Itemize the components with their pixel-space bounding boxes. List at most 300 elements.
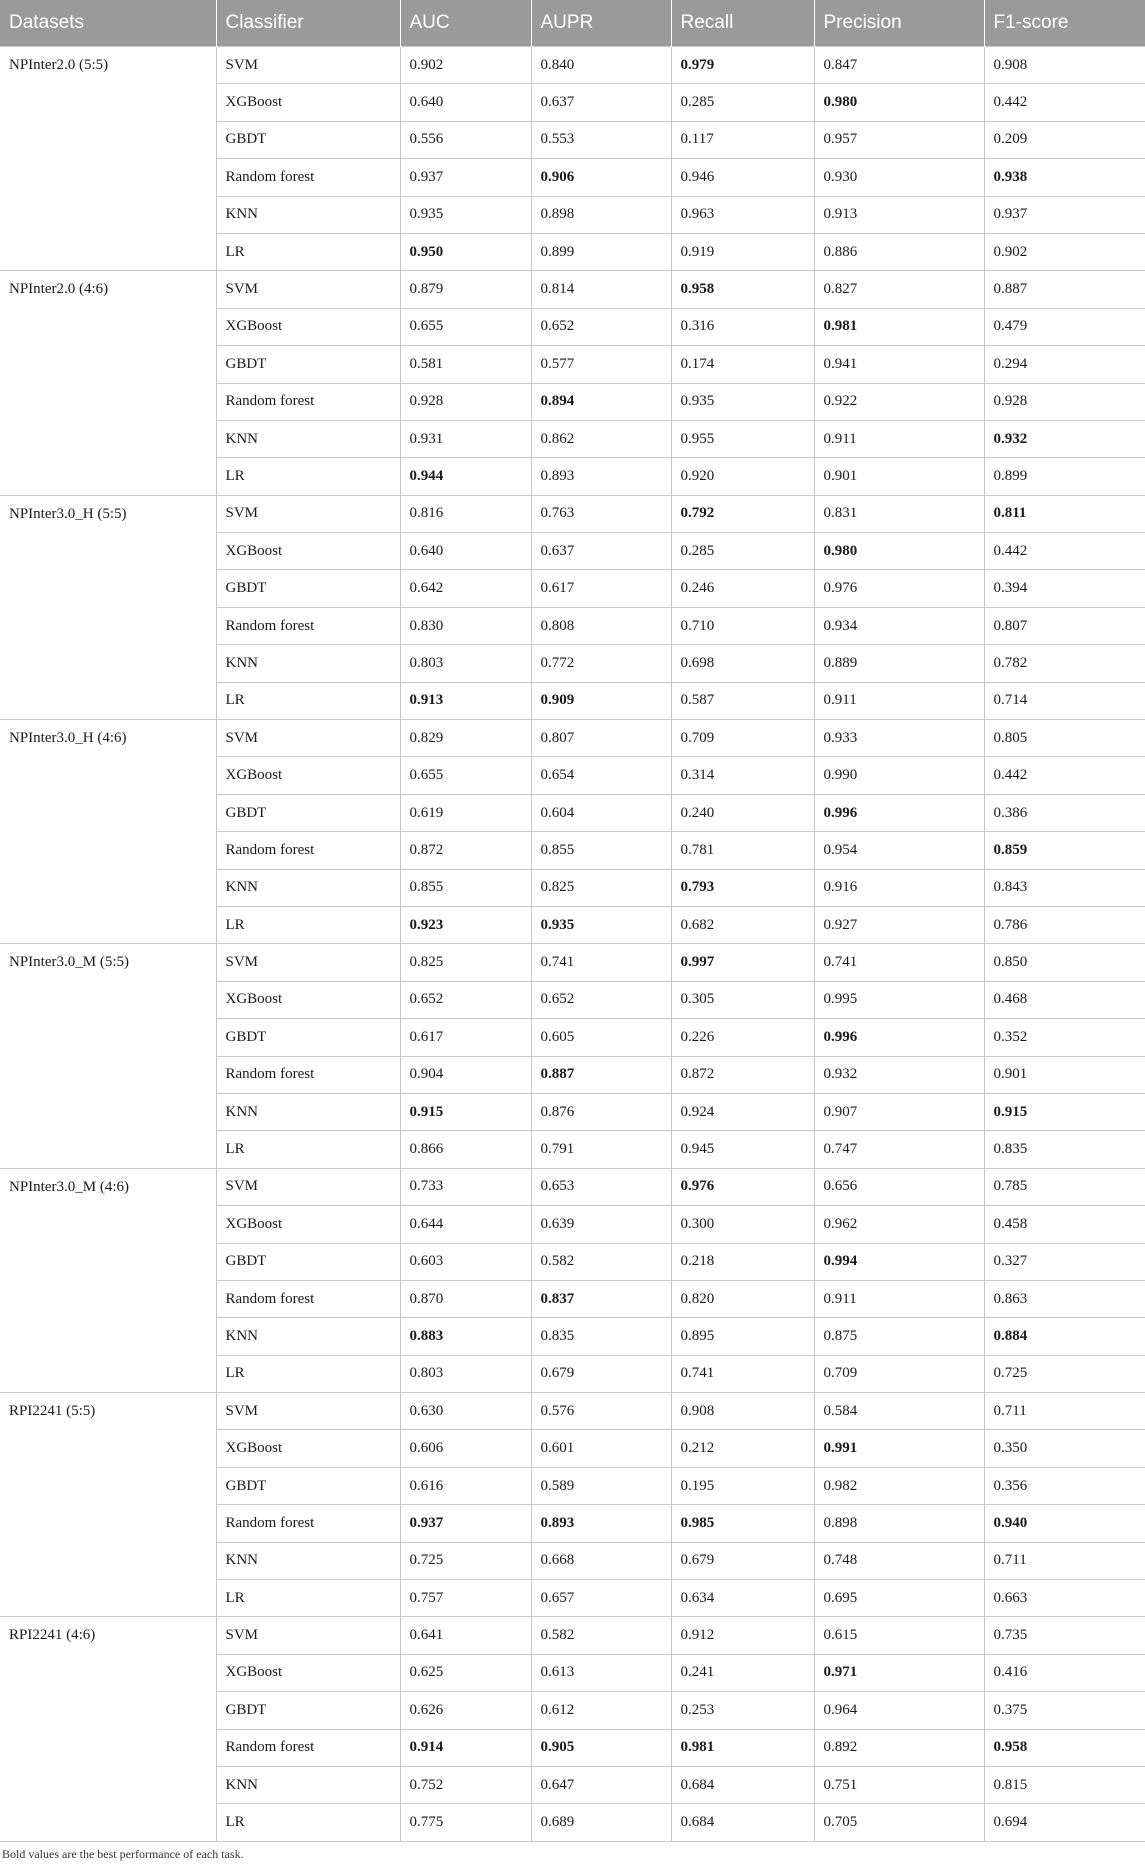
recall-cell: 0.981 xyxy=(671,1729,814,1766)
auc-cell: 0.866 xyxy=(400,1131,531,1168)
recall-cell: 0.997 xyxy=(671,944,814,981)
aupr-cell: 0.894 xyxy=(531,383,671,420)
aupr-cell: 0.909 xyxy=(531,682,671,719)
recall-cell: 0.300 xyxy=(671,1206,814,1243)
auc-cell: 0.829 xyxy=(400,720,531,757)
auc-cell: 0.935 xyxy=(400,196,531,233)
recall-cell: 0.945 xyxy=(671,1131,814,1168)
classifier-cell: Random forest xyxy=(216,1505,400,1542)
precision-cell: 0.898 xyxy=(814,1505,984,1542)
recall-cell: 0.253 xyxy=(671,1692,814,1729)
precision-cell: 0.982 xyxy=(814,1467,984,1504)
classifier-cell: KNN xyxy=(216,1766,400,1803)
recall-cell: 0.305 xyxy=(671,981,814,1018)
precision-cell: 0.913 xyxy=(814,196,984,233)
recall-cell: 0.174 xyxy=(671,346,814,383)
f1-score-cell: 0.663 xyxy=(984,1580,1145,1617)
f1-score-cell: 0.859 xyxy=(984,832,1145,869)
precision-cell: 0.907 xyxy=(814,1093,984,1130)
precision-cell: 0.911 xyxy=(814,1280,984,1317)
auc-cell: 0.803 xyxy=(400,1355,531,1392)
table-row xyxy=(0,1617,1145,1654)
recall-cell: 0.240 xyxy=(671,794,814,831)
recall-cell: 0.872 xyxy=(671,1056,814,1093)
auc-cell: 0.879 xyxy=(400,271,531,308)
precision-cell: 0.990 xyxy=(814,757,984,794)
auc-cell: 0.902 xyxy=(400,47,531,84)
aupr-cell: 0.582 xyxy=(531,1243,671,1280)
f1-score-cell: 0.902 xyxy=(984,233,1145,270)
precision-cell: 0.889 xyxy=(814,645,984,682)
precision-cell: 0.922 xyxy=(814,383,984,420)
dataset-cell: NPInter3.0_M (4:6) xyxy=(0,1168,216,1392)
classifier-cell: SVM xyxy=(216,720,400,757)
f1-score-cell: 0.725 xyxy=(984,1355,1145,1392)
f1-score-cell: 0.209 xyxy=(984,121,1145,158)
dataset-cell: NPInter2.0 (5:5) xyxy=(0,47,216,271)
aupr-cell: 0.887 xyxy=(531,1056,671,1093)
table-header xyxy=(0,0,1145,47)
recall-cell: 0.924 xyxy=(671,1093,814,1130)
precision-cell: 0.741 xyxy=(814,944,984,981)
aupr-cell: 0.577 xyxy=(531,346,671,383)
aupr-cell: 0.613 xyxy=(531,1654,671,1691)
aupr-cell: 0.876 xyxy=(531,1093,671,1130)
recall-cell: 0.908 xyxy=(671,1393,814,1430)
precision-cell: 0.994 xyxy=(814,1243,984,1280)
f1-score-cell: 0.940 xyxy=(984,1505,1145,1542)
f1-score-cell: 0.863 xyxy=(984,1280,1145,1317)
auc-cell: 0.603 xyxy=(400,1243,531,1280)
recall-cell: 0.218 xyxy=(671,1243,814,1280)
recall-cell: 0.698 xyxy=(671,645,814,682)
aupr-cell: 0.855 xyxy=(531,832,671,869)
aupr-cell: 0.935 xyxy=(531,906,671,943)
recall-cell: 0.316 xyxy=(671,308,814,345)
classifier-cell: LR xyxy=(216,233,400,270)
recall-cell: 0.117 xyxy=(671,121,814,158)
classifier-cell: XGBoost xyxy=(216,1206,400,1243)
precision-cell: 0.901 xyxy=(814,458,984,495)
classifier-cell: Random forest xyxy=(216,607,400,644)
f1-score-cell: 0.932 xyxy=(984,420,1145,457)
precision-cell: 0.964 xyxy=(814,1692,984,1729)
auc-cell: 0.830 xyxy=(400,607,531,644)
f1-score-cell: 0.352 xyxy=(984,1019,1145,1056)
table-row xyxy=(0,720,1145,757)
aupr-cell: 0.763 xyxy=(531,495,671,532)
precision-cell: 0.695 xyxy=(814,1580,984,1617)
precision-cell: 0.991 xyxy=(814,1430,984,1467)
auc-cell: 0.904 xyxy=(400,1056,531,1093)
header-auc: AUC xyxy=(400,0,531,47)
classifier-cell: GBDT xyxy=(216,794,400,831)
auc-cell: 0.616 xyxy=(400,1467,531,1504)
table-row xyxy=(0,47,1145,84)
f1-score-cell: 0.711 xyxy=(984,1393,1145,1430)
aupr-cell: 0.906 xyxy=(531,159,671,196)
f1-score-cell: 0.884 xyxy=(984,1318,1145,1355)
recall-cell: 0.285 xyxy=(671,84,814,121)
aupr-cell: 0.647 xyxy=(531,1766,671,1803)
aupr-cell: 0.612 xyxy=(531,1692,671,1729)
f1-score-cell: 0.694 xyxy=(984,1804,1145,1841)
precision-cell: 0.971 xyxy=(814,1654,984,1691)
classifier-cell: GBDT xyxy=(216,570,400,607)
recall-cell: 0.781 xyxy=(671,832,814,869)
precision-cell: 0.995 xyxy=(814,981,984,1018)
classifier-cell: KNN xyxy=(216,196,400,233)
recall-cell: 0.955 xyxy=(671,420,814,457)
aupr-cell: 0.814 xyxy=(531,271,671,308)
dataset-cell: RPI2241 (5:5) xyxy=(0,1393,216,1617)
recall-cell: 0.985 xyxy=(671,1505,814,1542)
dataset-cell: NPInter3.0_H (5:5) xyxy=(0,495,216,719)
table-row xyxy=(0,495,1145,532)
auc-cell: 0.915 xyxy=(400,1093,531,1130)
precision-cell: 0.747 xyxy=(814,1131,984,1168)
f1-score-cell: 0.811 xyxy=(984,495,1145,532)
aupr-cell: 0.807 xyxy=(531,720,671,757)
aupr-cell: 0.791 xyxy=(531,1131,671,1168)
precision-cell: 0.934 xyxy=(814,607,984,644)
auc-cell: 0.931 xyxy=(400,420,531,457)
auc-cell: 0.626 xyxy=(400,1692,531,1729)
dataset-cell: NPInter2.0 (4:6) xyxy=(0,271,216,495)
precision-cell: 0.709 xyxy=(814,1355,984,1392)
auc-cell: 0.655 xyxy=(400,308,531,345)
recall-cell: 0.820 xyxy=(671,1280,814,1317)
precision-cell: 0.996 xyxy=(814,1019,984,1056)
recall-cell: 0.920 xyxy=(671,458,814,495)
classifier-cell: SVM xyxy=(216,495,400,532)
aupr-cell: 0.617 xyxy=(531,570,671,607)
auc-cell: 0.855 xyxy=(400,869,531,906)
classifier-cell: SVM xyxy=(216,1168,400,1205)
f1-score-cell: 0.785 xyxy=(984,1168,1145,1205)
auc-cell: 0.914 xyxy=(400,1729,531,1766)
f1-score-cell: 0.327 xyxy=(984,1243,1145,1280)
header-row xyxy=(0,0,1145,47)
f1-score-cell: 0.899 xyxy=(984,458,1145,495)
classifier-cell: KNN xyxy=(216,869,400,906)
auc-cell: 0.630 xyxy=(400,1393,531,1430)
dataset-cell: NPInter3.0_M (5:5) xyxy=(0,944,216,1168)
classifier-cell: LR xyxy=(216,906,400,943)
recall-cell: 0.634 xyxy=(671,1580,814,1617)
f1-score-cell: 0.442 xyxy=(984,84,1145,121)
auc-cell: 0.640 xyxy=(400,533,531,570)
classifier-cell: SVM xyxy=(216,271,400,308)
classifier-cell: LR xyxy=(216,1580,400,1617)
auc-cell: 0.937 xyxy=(400,1505,531,1542)
classifier-cell: GBDT xyxy=(216,346,400,383)
auc-cell: 0.625 xyxy=(400,1654,531,1691)
f1-score-cell: 0.442 xyxy=(984,533,1145,570)
f1-score-cell: 0.479 xyxy=(984,308,1145,345)
recall-cell: 0.314 xyxy=(671,757,814,794)
classifier-cell: KNN xyxy=(216,420,400,457)
aupr-cell: 0.893 xyxy=(531,458,671,495)
recall-cell: 0.212 xyxy=(671,1430,814,1467)
f1-score-cell: 0.394 xyxy=(984,570,1145,607)
precision-cell: 0.748 xyxy=(814,1542,984,1579)
classifier-cell: XGBoost xyxy=(216,1654,400,1691)
recall-cell: 0.246 xyxy=(671,570,814,607)
aupr-cell: 0.899 xyxy=(531,233,671,270)
recall-cell: 0.792 xyxy=(671,495,814,532)
classifier-cell: GBDT xyxy=(216,1019,400,1056)
auc-cell: 0.641 xyxy=(400,1617,531,1654)
table-row xyxy=(0,944,1145,981)
dataset-cell: NPInter3.0_H (4:6) xyxy=(0,720,216,944)
aupr-cell: 0.835 xyxy=(531,1318,671,1355)
classifier-cell: Random forest xyxy=(216,159,400,196)
recall-cell: 0.919 xyxy=(671,233,814,270)
precision-cell: 0.892 xyxy=(814,1729,984,1766)
header-f1-score: F1-score xyxy=(984,0,1145,47)
aupr-cell: 0.654 xyxy=(531,757,671,794)
auc-cell: 0.619 xyxy=(400,794,531,831)
header-datasets: Datasets xyxy=(0,0,216,47)
precision-cell: 0.847 xyxy=(814,47,984,84)
aupr-cell: 0.605 xyxy=(531,1019,671,1056)
recall-cell: 0.684 xyxy=(671,1804,814,1841)
classifier-cell: Random forest xyxy=(216,1056,400,1093)
recall-cell: 0.935 xyxy=(671,383,814,420)
aupr-cell: 0.589 xyxy=(531,1467,671,1504)
precision-cell: 0.976 xyxy=(814,570,984,607)
header-aupr: AUPR xyxy=(531,0,671,47)
classifier-cell: KNN xyxy=(216,645,400,682)
aupr-cell: 0.637 xyxy=(531,533,671,570)
f1-score-cell: 0.442 xyxy=(984,757,1145,794)
classifier-cell: Random forest xyxy=(216,383,400,420)
f1-score-cell: 0.807 xyxy=(984,607,1145,644)
aupr-cell: 0.808 xyxy=(531,607,671,644)
table-row xyxy=(0,271,1145,308)
aupr-cell: 0.652 xyxy=(531,981,671,1018)
recall-cell: 0.709 xyxy=(671,720,814,757)
f1-score-cell: 0.782 xyxy=(984,645,1145,682)
recall-cell: 0.710 xyxy=(671,607,814,644)
f1-score-cell: 0.468 xyxy=(984,981,1145,1018)
precision-cell: 0.911 xyxy=(814,420,984,457)
aupr-cell: 0.825 xyxy=(531,869,671,906)
auc-cell: 0.642 xyxy=(400,570,531,607)
recall-cell: 0.195 xyxy=(671,1467,814,1504)
precision-cell: 0.933 xyxy=(814,720,984,757)
aupr-cell: 0.637 xyxy=(531,84,671,121)
auc-cell: 0.883 xyxy=(400,1318,531,1355)
f1-score-cell: 0.786 xyxy=(984,906,1145,943)
f1-score-cell: 0.711 xyxy=(984,1542,1145,1579)
precision-cell: 0.932 xyxy=(814,1056,984,1093)
precision-cell: 0.941 xyxy=(814,346,984,383)
recall-cell: 0.226 xyxy=(671,1019,814,1056)
f1-score-cell: 0.416 xyxy=(984,1654,1145,1691)
auc-cell: 0.644 xyxy=(400,1206,531,1243)
aupr-cell: 0.772 xyxy=(531,645,671,682)
auc-cell: 0.944 xyxy=(400,458,531,495)
precision-cell: 0.927 xyxy=(814,906,984,943)
precision-cell: 0.957 xyxy=(814,121,984,158)
classifier-cell: XGBoost xyxy=(216,1430,400,1467)
auc-cell: 0.775 xyxy=(400,1804,531,1841)
aupr-cell: 0.741 xyxy=(531,944,671,981)
classifier-cell: SVM xyxy=(216,944,400,981)
auc-cell: 0.617 xyxy=(400,1019,531,1056)
precision-cell: 0.980 xyxy=(814,533,984,570)
auc-cell: 0.816 xyxy=(400,495,531,532)
aupr-cell: 0.905 xyxy=(531,1729,671,1766)
precision-cell: 0.656 xyxy=(814,1168,984,1205)
precision-cell: 0.705 xyxy=(814,1804,984,1841)
auc-cell: 0.923 xyxy=(400,906,531,943)
f1-score-cell: 0.928 xyxy=(984,383,1145,420)
f1-score-cell: 0.735 xyxy=(984,1617,1145,1654)
aupr-cell: 0.653 xyxy=(531,1168,671,1205)
auc-cell: 0.913 xyxy=(400,682,531,719)
f1-score-cell: 0.901 xyxy=(984,1056,1145,1093)
aupr-cell: 0.576 xyxy=(531,1393,671,1430)
f1-score-cell: 0.835 xyxy=(984,1131,1145,1168)
aupr-cell: 0.898 xyxy=(531,196,671,233)
precision-cell: 0.827 xyxy=(814,271,984,308)
recall-cell: 0.963 xyxy=(671,196,814,233)
precision-cell: 0.911 xyxy=(814,682,984,719)
aupr-cell: 0.553 xyxy=(531,121,671,158)
f1-score-cell: 0.386 xyxy=(984,794,1145,831)
precision-cell: 0.875 xyxy=(814,1318,984,1355)
f1-score-cell: 0.850 xyxy=(984,944,1145,981)
classifier-cell: SVM xyxy=(216,1617,400,1654)
classifier-cell: Random forest xyxy=(216,1280,400,1317)
recall-cell: 0.946 xyxy=(671,159,814,196)
classifier-cell: Random forest xyxy=(216,832,400,869)
precision-cell: 0.584 xyxy=(814,1393,984,1430)
classifier-cell: XGBoost xyxy=(216,981,400,1018)
recall-cell: 0.682 xyxy=(671,906,814,943)
table-row xyxy=(0,1168,1145,1205)
f1-score-cell: 0.375 xyxy=(984,1692,1145,1729)
precision-cell: 0.980 xyxy=(814,84,984,121)
header-classifier: Classifier xyxy=(216,0,400,47)
aupr-cell: 0.862 xyxy=(531,420,671,457)
aupr-cell: 0.837 xyxy=(531,1280,671,1317)
f1-score-cell: 0.294 xyxy=(984,346,1145,383)
aupr-cell: 0.840 xyxy=(531,47,671,84)
dataset-cell: RPI2241 (4:6) xyxy=(0,1617,216,1841)
recall-cell: 0.895 xyxy=(671,1318,814,1355)
classifier-cell: GBDT xyxy=(216,121,400,158)
auc-cell: 0.825 xyxy=(400,944,531,981)
aupr-cell: 0.893 xyxy=(531,1505,671,1542)
recall-cell: 0.958 xyxy=(671,271,814,308)
header-precision: Precision xyxy=(814,0,984,47)
auc-cell: 0.581 xyxy=(400,346,531,383)
classifier-cell: KNN xyxy=(216,1093,400,1130)
auc-cell: 0.937 xyxy=(400,159,531,196)
auc-cell: 0.733 xyxy=(400,1168,531,1205)
aupr-cell: 0.601 xyxy=(531,1430,671,1467)
aupr-cell: 0.652 xyxy=(531,308,671,345)
f1-score-cell: 0.958 xyxy=(984,1729,1145,1766)
recall-cell: 0.285 xyxy=(671,533,814,570)
auc-cell: 0.752 xyxy=(400,1766,531,1803)
precision-cell: 0.615 xyxy=(814,1617,984,1654)
classifier-cell: GBDT xyxy=(216,1467,400,1504)
recall-cell: 0.241 xyxy=(671,1654,814,1691)
auc-cell: 0.870 xyxy=(400,1280,531,1317)
classifier-cell: SVM xyxy=(216,1393,400,1430)
recall-cell: 0.684 xyxy=(671,1766,814,1803)
auc-cell: 0.725 xyxy=(400,1542,531,1579)
table-body xyxy=(0,47,1145,1842)
f1-score-cell: 0.714 xyxy=(984,682,1145,719)
precision-cell: 0.916 xyxy=(814,869,984,906)
classifier-cell: XGBoost xyxy=(216,533,400,570)
f1-score-cell: 0.915 xyxy=(984,1093,1145,1130)
classifier-cell: XGBoost xyxy=(216,308,400,345)
recall-cell: 0.679 xyxy=(671,1542,814,1579)
precision-cell: 0.981 xyxy=(814,308,984,345)
f1-score-cell: 0.938 xyxy=(984,159,1145,196)
precision-cell: 0.751 xyxy=(814,1766,984,1803)
auc-cell: 0.640 xyxy=(400,84,531,121)
aupr-cell: 0.639 xyxy=(531,1206,671,1243)
aupr-cell: 0.679 xyxy=(531,1355,671,1392)
classifier-cell: LR xyxy=(216,458,400,495)
aupr-cell: 0.689 xyxy=(531,1804,671,1841)
auc-cell: 0.928 xyxy=(400,383,531,420)
f1-score-cell: 0.887 xyxy=(984,271,1145,308)
f1-score-cell: 0.908 xyxy=(984,47,1145,84)
classifier-cell: SVM xyxy=(216,47,400,84)
classifier-cell: LR xyxy=(216,682,400,719)
classifier-cell: LR xyxy=(216,1804,400,1841)
precision-cell: 0.930 xyxy=(814,159,984,196)
classifier-cell: LR xyxy=(216,1355,400,1392)
classifier-cell: LR xyxy=(216,1131,400,1168)
auc-cell: 0.950 xyxy=(400,233,531,270)
recall-cell: 0.587 xyxy=(671,682,814,719)
aupr-cell: 0.582 xyxy=(531,1617,671,1654)
aupr-cell: 0.668 xyxy=(531,1542,671,1579)
recall-cell: 0.793 xyxy=(671,869,814,906)
aupr-cell: 0.657 xyxy=(531,1580,671,1617)
precision-cell: 0.962 xyxy=(814,1206,984,1243)
f1-score-cell: 0.843 xyxy=(984,869,1145,906)
recall-cell: 0.976 xyxy=(671,1168,814,1205)
classifier-cell: GBDT xyxy=(216,1692,400,1729)
recall-cell: 0.912 xyxy=(671,1617,814,1654)
recall-cell: 0.979 xyxy=(671,47,814,84)
auc-cell: 0.757 xyxy=(400,1580,531,1617)
classifier-cell: Random forest xyxy=(216,1729,400,1766)
table-row xyxy=(0,1393,1145,1430)
f1-score-cell: 0.937 xyxy=(984,196,1145,233)
classifier-cell: KNN xyxy=(216,1318,400,1355)
precision-cell: 0.831 xyxy=(814,495,984,532)
precision-cell: 0.954 xyxy=(814,832,984,869)
precision-cell: 0.886 xyxy=(814,233,984,270)
classifier-cell: XGBoost xyxy=(216,84,400,121)
f1-score-cell: 0.815 xyxy=(984,1766,1145,1803)
header-recall: Recall xyxy=(671,0,814,47)
f1-score-cell: 0.458 xyxy=(984,1206,1145,1243)
recall-cell: 0.741 xyxy=(671,1355,814,1392)
